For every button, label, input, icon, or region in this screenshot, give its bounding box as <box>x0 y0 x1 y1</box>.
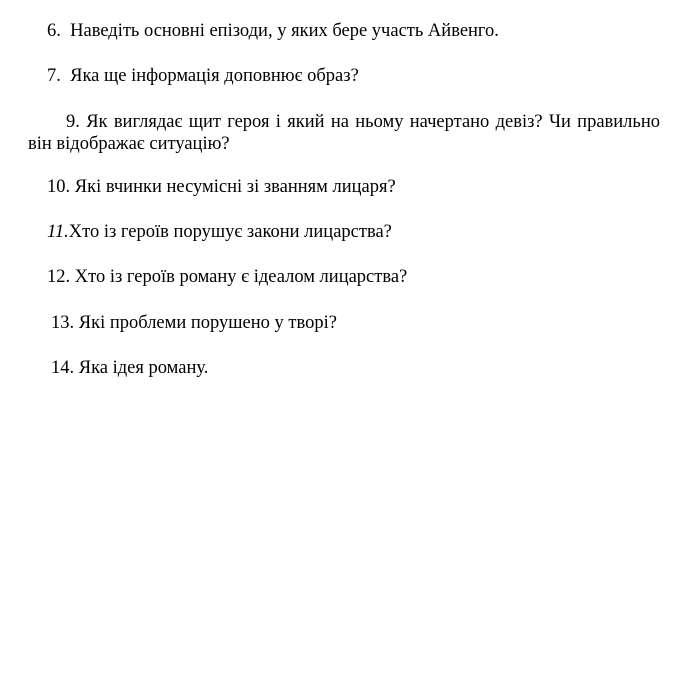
question-12 <box>47 266 407 288</box>
question-11 <box>47 221 392 243</box>
question-number: 6. <box>47 21 61 41</box>
question-number: 12. <box>47 267 71 287</box>
question-14 <box>51 357 208 379</box>
question-text: Хто із героїв порушує закони лицарства? <box>68 222 392 242</box>
question-text: Як виглядає щит героя і який на ньому начертано девіз? Чи правильно він відображає ситуацію? <box>28 112 660 154</box>
question-10 <box>47 176 396 198</box>
question-text: Яка ідея роману. <box>78 358 209 378</box>
question-number: 11. <box>47 222 69 242</box>
question-number: 9. <box>66 112 80 132</box>
question-number: 7. <box>47 66 61 86</box>
question-7 <box>47 65 359 87</box>
question-text: Які проблеми порушено у творі? <box>78 313 337 333</box>
question-9 <box>28 111 660 155</box>
question-6 <box>47 20 499 42</box>
question-text: Хто із героїв роману є ідеалом лицарства? <box>74 267 408 287</box>
question-number: 10. <box>47 177 71 197</box>
question-number: 13. <box>51 313 75 333</box>
question-text: Які вчинки несумісні зі званням лицаря? <box>74 177 396 197</box>
question-text: Яка ще інформація доповнює образ? <box>70 66 359 86</box>
question-number: 14. <box>51 358 75 378</box>
question-text: Наведіть основні епізоди, у яких бере участь Айвенго. <box>70 21 499 41</box>
question-13 <box>51 312 337 334</box>
